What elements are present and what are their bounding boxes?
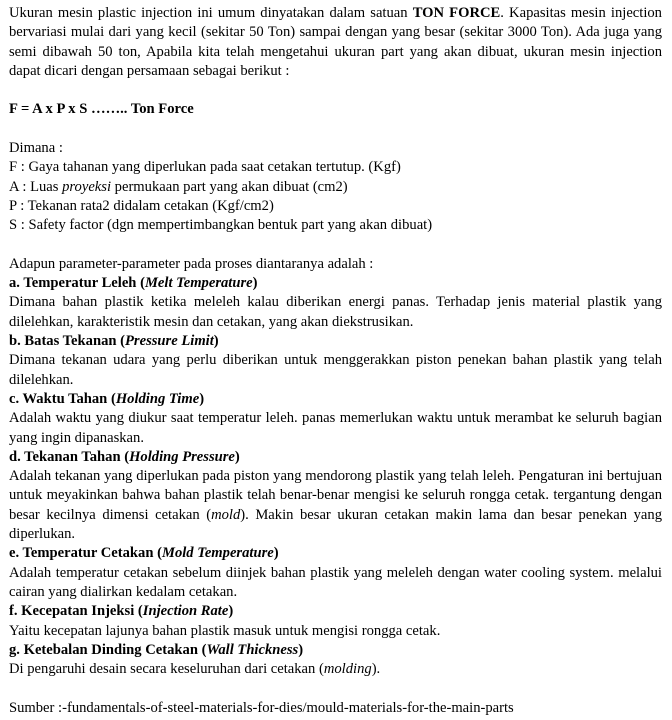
intro-paragraph: [9, 4, 662, 81]
section-a-prefix: a. Temperatur Leleh (: [9, 275, 145, 292]
section-c-prefix: c. Waktu Tahan (: [9, 390, 116, 407]
formula: F = A x P x S …….. Ton Force: [9, 101, 194, 118]
section-d-body-italic: mold: [211, 506, 241, 523]
section-a-heading: [9, 274, 662, 293]
spacer: [9, 679, 662, 698]
section-c-body: Adalah waktu yang diukur saat temperatur leleh. panas memerlukan waktu untuk merambat ke seluruh bagian yang ingin dipanaskan.: [9, 410, 662, 446]
section-a-suffix: ): [252, 275, 258, 292]
section-d-body-text-1: Adalah tekanan yang diperlukan pada piston yang mendorong plastik yang telah leleh. Pengaturan ini bertujuan untuk meyakinkan bahwa bahan plastik telah benar-benar mengisi ke seluruh rongga cetak. tergantung dengan besar kecilnya dimensi cetakan (: [9, 468, 662, 523]
definition-a-text-1: A : Luas: [9, 178, 63, 195]
section-g-body-italic: molding: [323, 661, 372, 678]
section-b-suffix: ): [213, 333, 219, 350]
section-d-heading: [9, 448, 662, 467]
definitions-title: Dimana :: [9, 140, 63, 157]
source-citation: Sumber :-fundamentals-of-steel-materials-for-dies/mould-materials-for-the-main-parts: [9, 699, 514, 716]
section-d-body-text-2: ). Makin besar ukuran cetakan makin lama dan besar penekan yang diperlukan.: [9, 506, 662, 543]
intro-text-1: Ukuran mesin plastic injection ini umum dinyatakan dalam satuan: [9, 5, 413, 21]
intro-text-2: . Kapasitas mesin injection bervariasi mulai dari yang kecil (sekitar 50 Ton) sampai dengan yang besar (sekitar 3000 Ton). Ada juga yang semi dibawah 50 ton, Apabila kita telah mengetahui ukuran part yang akan dibuat, ukuran mesin injection dapat dicari dengan persamaan sebagai berikut :: [9, 5, 662, 79]
intro-ton-force: TON FORCE: [412, 5, 501, 21]
section-d-body: [9, 467, 662, 544]
section-f-suffix: ): [228, 603, 234, 620]
definition-s: S : Safety factor (dgn mempertimbangkan bentuk part yang akan dibuat): [9, 217, 433, 234]
section-b-heading: [9, 332, 662, 351]
section-f-italic: Injection Rate: [142, 603, 229, 620]
section-g-prefix: g. Ketebalan Dinding Cetakan (: [9, 641, 207, 658]
section-e-body: Adalah temperatur cetakan sebelum diinjek bahan plastik yang meleleh dengan water cooling system. melalui cairan yang dialirkan kedalam cetakan.: [9, 564, 662, 600]
section-d-suffix: ): [234, 448, 240, 465]
document-page: [9, 4, 662, 718]
spacer: [9, 236, 662, 255]
definition-a-text-2: permukaan part yang akan dibuat (cm2): [111, 178, 348, 195]
definition-f: F : Gaya tahanan yang diperlukan pada saat cetakan tertutup. (Kgf): [9, 159, 401, 176]
section-b-prefix: b. Batas Tekanan (: [9, 333, 125, 350]
section-a-body: Dimana bahan plastik ketika meleleh kalau diberikan energi panas. Terhadap jenis material plastik yang dilelehkan, karakteristik mesin dan cetakan, yang akan diekstrusikan.: [9, 294, 662, 330]
section-c-heading: [9, 390, 662, 409]
section-d-italic: Holding Pressure: [129, 448, 235, 465]
section-a-italic: Melt Temperature: [144, 275, 253, 292]
section-b-body: Dimana tekanan udara yang perlu diberikan untuk menggerakkan piston penekan bahan plastik yang telah dilelehkan.: [9, 352, 662, 388]
section-e-italic: Mold Temperature: [161, 545, 274, 562]
section-e-suffix: ): [273, 545, 279, 562]
definition-a-italic: proyeksi: [62, 178, 112, 195]
parameters-intro: Adapun parameter-parameter pada proses diantaranya adalah :: [9, 255, 374, 272]
definition-a: [9, 178, 662, 197]
section-e-prefix: e. Temperatur Cetakan (: [9, 545, 162, 562]
spacer: [9, 81, 662, 100]
section-g-heading: [9, 641, 662, 660]
section-c-italic: Holding Time: [115, 390, 200, 407]
section-b-italic: Pressure Limit: [125, 333, 214, 350]
section-g-body: [9, 660, 662, 679]
definition-p: P : Tekanan rata2 didalam cetakan (Kgf/cm2): [9, 197, 274, 214]
section-f-prefix: f. Kecepatan Injeksi (: [9, 603, 143, 620]
section-d-prefix: d. Tekanan Tahan (: [9, 448, 130, 465]
section-f-body: Yaitu kecepatan lajunya bahan plastik masuk untuk mengisi rongga cetak.: [9, 622, 441, 639]
spacer: [9, 120, 662, 139]
section-g-body-text-2: ).: [371, 661, 381, 678]
section-g-body-text-1: Di pengaruhi desain secara keseluruhan dari cetakan (: [9, 661, 324, 678]
section-f-heading: [9, 602, 662, 621]
section-c-suffix: ): [199, 390, 205, 407]
section-g-italic: Wall Thickness: [206, 641, 299, 658]
section-g-suffix: ): [298, 641, 304, 658]
section-e-heading: [9, 544, 662, 563]
